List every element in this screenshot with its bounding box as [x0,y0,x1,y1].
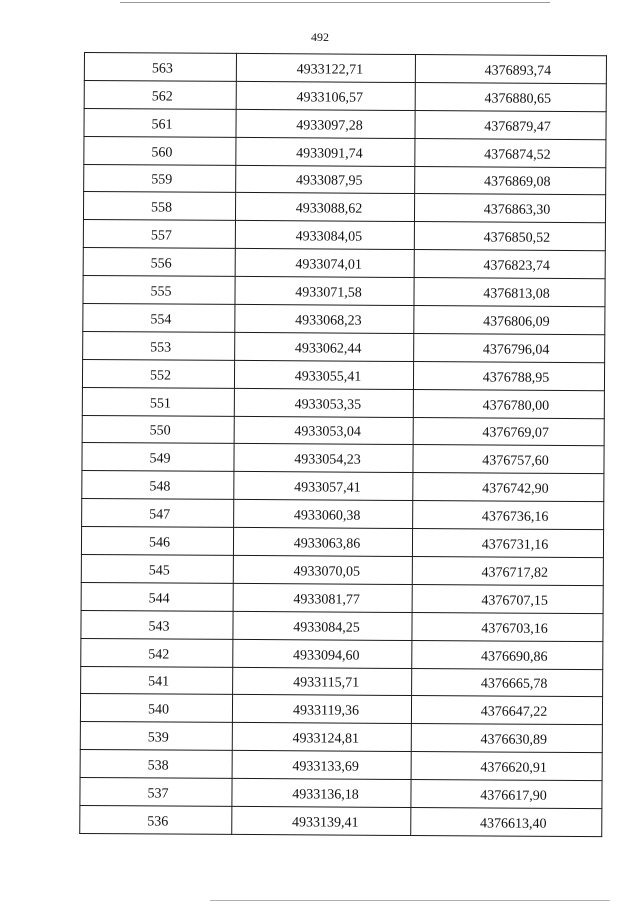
x-coordinate-cell: 4933060,38 [234,500,413,529]
point-number-cell: 552 [82,359,234,388]
point-number-cell: 542 [81,638,233,667]
y-coordinate-cell: 4376769,07 [413,417,604,446]
x-coordinate-cell: 4933115,71 [233,667,412,696]
x-coordinate-cell: 4933097,28 [236,109,415,138]
table-row [82,443,604,474]
point-number-cell: 541 [81,666,233,695]
point-number-cell: 537 [80,778,232,807]
y-coordinate-cell: 4376757,60 [413,445,604,474]
table-row [81,638,603,669]
table-row [84,136,606,167]
x-coordinate-cell: 4933070,05 [233,555,412,584]
coordinate-table [79,52,607,837]
y-coordinate-cell: 4376869,08 [415,166,606,195]
x-coordinate-cell: 4933054,23 [234,444,413,473]
scan-edge-top [120,2,550,3]
y-coordinate-cell: 4376863,30 [414,194,605,223]
coordinate-table-body [80,53,607,837]
y-coordinate-cell: 4376665,78 [412,668,603,697]
table-row [83,220,605,251]
point-number-cell: 547 [82,499,234,528]
point-number-cell: 549 [82,443,234,472]
point-number-cell: 559 [84,164,236,193]
y-coordinate-cell: 4376707,15 [412,584,603,613]
table-row [80,778,602,809]
y-coordinate-cell: 4376647,22 [411,696,602,725]
point-number-cell: 562 [84,80,236,109]
table-row [81,527,603,558]
table-row [82,471,604,502]
table-row [83,331,605,362]
table-row [80,694,602,725]
y-coordinate-cell: 4376879,47 [415,110,606,139]
table-row [83,276,605,307]
y-coordinate-cell: 4376780,00 [413,389,604,418]
table-row [83,304,605,335]
y-coordinate-cell: 4376620,91 [411,752,602,781]
table-row [84,164,606,195]
x-coordinate-cell: 4933071,58 [235,277,414,306]
point-number-cell: 561 [84,108,236,137]
x-coordinate-cell: 4933081,77 [233,583,412,612]
x-coordinate-cell: 4933136,18 [232,779,411,808]
table-row [84,53,606,84]
table-row [80,722,602,753]
point-number-cell: 563 [84,53,236,82]
y-coordinate-cell: 4376796,04 [414,333,605,362]
point-number-cell: 557 [83,220,235,249]
x-coordinate-cell: 4933088,62 [235,193,414,222]
table-row [81,610,603,641]
table-row [80,806,602,837]
x-coordinate-cell: 4933053,04 [234,416,413,445]
point-number-cell: 554 [83,304,235,333]
point-number-cell: 546 [81,527,233,556]
x-coordinate-cell: 4933124,81 [232,723,411,752]
y-coordinate-cell: 4376874,52 [415,138,606,167]
y-coordinate-cell: 4376731,16 [412,529,603,558]
table-row [80,750,602,781]
x-coordinate-cell: 4933063,86 [233,528,412,557]
x-coordinate-cell: 4933068,23 [235,304,414,333]
y-coordinate-cell: 4376742,90 [413,473,604,502]
point-number-cell: 544 [81,582,233,611]
point-number-cell: 551 [82,387,234,416]
y-coordinate-cell: 4376717,82 [412,557,603,586]
x-coordinate-cell: 4933122,71 [236,53,415,82]
y-coordinate-cell: 4376736,16 [413,501,604,530]
point-number-cell: 556 [83,248,235,277]
x-coordinate-cell: 4933084,25 [233,611,412,640]
point-number-cell: 560 [84,136,236,165]
y-coordinate-cell: 4376880,65 [415,82,606,111]
scan-edge-bottom [210,900,610,901]
point-number-cell: 558 [83,192,235,221]
point-number-cell: 538 [80,750,232,779]
table-row [82,359,604,390]
table-row [81,555,603,586]
table-row [84,80,606,111]
table-row [82,387,604,418]
y-coordinate-cell: 4376893,74 [415,55,606,84]
x-coordinate-cell: 4933057,41 [234,472,413,501]
y-coordinate-cell: 4376788,95 [413,361,604,390]
y-coordinate-cell: 4376690,86 [412,640,603,669]
point-number-cell: 550 [82,415,234,444]
y-coordinate-cell: 4376703,16 [412,612,603,641]
table-row [81,582,603,613]
y-coordinate-cell: 4376813,08 [414,278,605,307]
x-coordinate-cell: 4933062,44 [235,332,414,361]
table-row [83,192,605,223]
x-coordinate-cell: 4933106,57 [236,81,415,110]
point-number-cell: 539 [80,722,232,751]
y-coordinate-cell: 4376630,89 [411,724,602,753]
x-coordinate-cell: 4933139,41 [232,806,411,835]
table-row [82,415,604,446]
x-coordinate-cell: 4933094,60 [233,639,412,668]
x-coordinate-cell: 4933119,36 [232,695,411,724]
y-coordinate-cell: 4376850,52 [414,222,605,251]
x-coordinate-cell: 4933053,35 [234,388,413,417]
y-coordinate-cell: 4376823,74 [414,250,605,279]
table-row [81,666,603,697]
y-coordinate-cell: 4376806,09 [414,306,605,335]
x-coordinate-cell: 4933087,95 [236,165,415,194]
y-coordinate-cell: 4376617,90 [411,780,602,809]
point-number-cell: 536 [80,806,232,835]
point-number-cell: 548 [82,471,234,500]
page-number: 492 [311,30,329,44]
x-coordinate-cell: 4933074,01 [235,249,414,278]
x-coordinate-cell: 4933133,69 [232,751,411,780]
table-row [83,248,605,279]
table-row [84,108,606,139]
x-coordinate-cell: 4933055,41 [234,360,413,389]
x-coordinate-cell: 4933091,74 [236,137,415,166]
y-coordinate-cell: 4376613,40 [411,808,602,837]
x-coordinate-cell: 4933084,05 [235,221,414,250]
point-number-cell: 543 [81,610,233,639]
point-number-cell: 540 [80,694,232,723]
point-number-cell: 553 [83,331,235,360]
table-row [82,499,604,530]
point-number-cell: 555 [83,276,235,305]
point-number-cell: 545 [81,555,233,584]
